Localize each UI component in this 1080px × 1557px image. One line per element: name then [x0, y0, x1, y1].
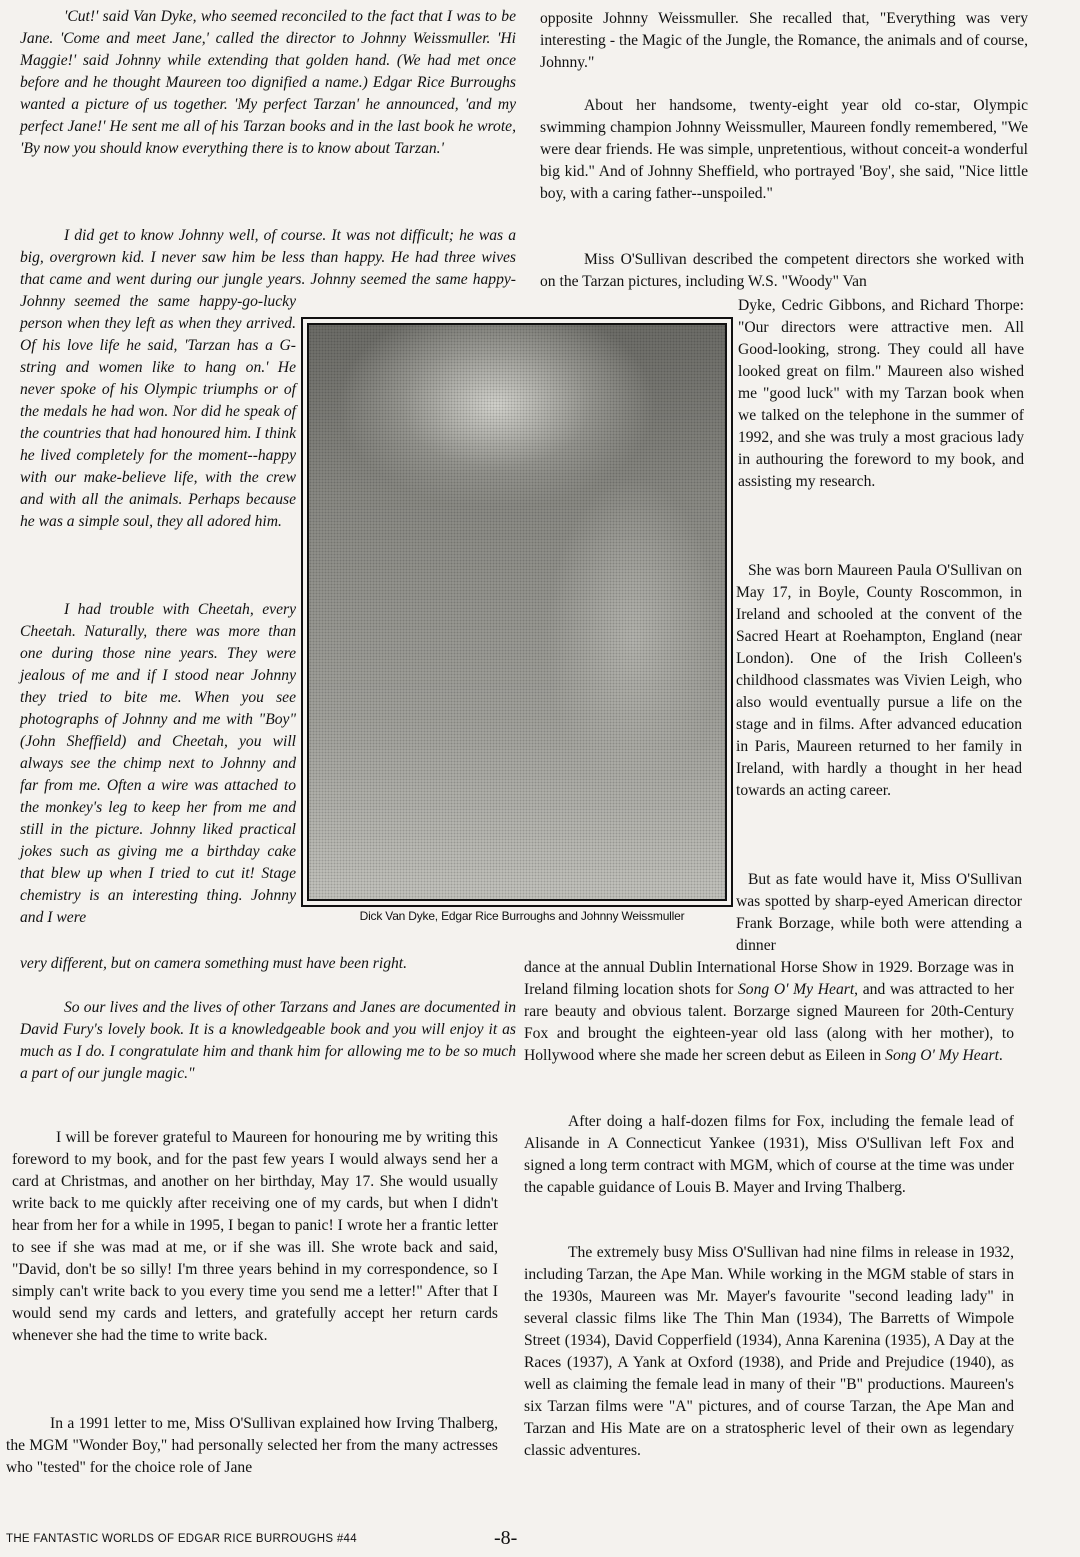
right-paragraph-5: dance at the annual Dublin International Horse Show in 1929. Borzage was in Ireland filming location shots for Song O' My Heart, and was attracted to her rare beauty and obvious talent. Borzarge signed Maureen for 20th-Century Fox and brought the eighteen-year old lass (along with her mother), to Hollywood where she made her screen debut as Eileen in Song O' My Heart.	[524, 959, 1014, 1064]
footer-page-number: -8-	[494, 1527, 518, 1549]
right-paragraph-2: About her handsome, twenty-eight year old co-star, Olympic swimming champion Johnny Weissmuller, Maureen fondly remembered, "We were dear friends. He was simple, unpretentious, without conceit-a wonderful big kid." And of Johnny Sheffield, who portrayed 'Boy', she said, "Nice little boy, with a caring father--unspoiled."	[540, 97, 1028, 202]
right-paragraph-5-wrap: But as fate would have it, Miss O'Sullivan was spotted by sharp-eyed American director Frank Borzage, while both were attending a dinner	[736, 871, 1022, 954]
quote-paragraph-1: 'Cut!' said Van Dyke, who seemed reconciled to the fact that I was to be Jane. 'Come and meet Jane,' called the director to Johnny Weissmuller. 'Hi Maggie!' said Johnny while extending that golden hand. (We had met once before and he thought Maureen too dignified a name.) Edgar Rice Burroughs wanted a picture of us together. 'My perfect Tarzan' he announced, 'and my perfect Jane!' He sent me all of his Tarzan books and in the last book he wrote, 'By now you should know everything there is to know about Tarzan.'	[20, 8, 516, 157]
photo-caption: Dick Van Dyke, Edgar Rice Burroughs and Johnny Weissmuller	[359, 909, 685, 923]
quote-paragraph-3-end: very different, but on camera something must have been right.	[20, 955, 408, 972]
quote-paragraph-3: I had trouble with Cheetah, every Cheetah. Naturally, there was more than one during those nine years. They were jealous of me and if I stood near Johnny they tried to bite me. When you see photographs of Johnny and me with "Boy" (John Sheffield) and Cheetah, you will always see the chimp next to Johnny and far from me. Often a wire was attached to the monkey's leg to keep her from me and still in the picture. Johnny liked practical jokes such as giving me a birthday cake that blew up when I tried to cut it! Stage chemistry is an interesting thing. Johnny and I were	[20, 601, 296, 926]
quote-paragraph-2-wrap: Johnny seemed the same happy-go-lucky person when they left as when they arrived. Of his love life he said, 'Tarzan has a G-string and women like to hang on.' He never spoke of his Olympic triumphs or of the medals he had won. Nor did he speak of the countries that had honoured him. I think he lived completely for the moment--happy with our make-believe life, with the crew and with all the animals. Perhaps because he was a simple soul, they all adored him.	[20, 293, 296, 530]
right-paragraph-3-top: Miss O'Sullivan described the competent directors she worked with on the Tarzan pictures, including W.S. "Woody" Van	[540, 251, 1024, 290]
quote-paragraph-4: So our lives and the lives of other Tarzans and Janes are documented in David Fury's lovely book. It is a knowledgeable book and you will enjoy it as much as I do. I congratulate him and thank him for allowing me to be so much a part of our jungle magic."	[20, 999, 516, 1082]
right-paragraph-6: After doing a half-dozen films for Fox, including the female lead of Alisande in A Connecticut Yankee (1931), Miss O'Sullivan left Fox and signed a long term contract with MGM, which of course at the time was under the capable guidance of Louis B. Mayer and Irving Thalberg.	[524, 1113, 1014, 1196]
footer-publication: THE FANTASTIC WORLDS OF EDGAR RICE BURROUGHS #44	[6, 1533, 357, 1545]
paragraph-gratitude: I will be forever grateful to Maureen for honouring me by writing this foreword to my book, and for the past few years I would always send her a card at Christmas, and another on her birthday, May 17. She would usually write back to me quickly after receiving one of my cards, but when I didn't hear from her for a while in 1995, I began to panic! I wrote her a frantic letter to see if she was mad at me, or if she was ill. She wrote back and said, "David, don't be so silly! I'm three years behind in my correspondence, so I simply can't write back to you every time you send me a letter!" After that I would send my cards and letters, and gratefully accept her return cards whenever she had the time to write back.	[12, 1129, 498, 1344]
paragraph-1991-letter: In a 1991 letter to me, Miss O'Sullivan explained how Irving Thalberg, the MGM "Wonder Boy," had personally selected her from the many actresses who "tested" for the choice role of Jane	[6, 1415, 498, 1476]
right-paragraph-4: She was born Maureen Paula O'Sullivan on May 17, in Boyle, County Roscommon, in Ireland and schooled at the convent of the Sacred Heart at Roehampton, England (near London). One of the Irish Colleen's childhood classmates was Vivien Leigh, who also would eventually pursue a life on the stage and in films. After advanced education in Paris, Maureen returned to her family in Ireland, with hardly a thought in her head towards an acting career.	[736, 562, 1022, 799]
quote-paragraph-2-top: I did get to know Johnny well, of course. It was not difficult; he was a big, overgrown kid. I never saw him be less than happy. He had three wives that came and went during our jungle years. Johnny seemed the same happy-	[20, 227, 516, 288]
right-paragraph-3-continued: Dyke, Cedric Gibbons, and Richard Thorpe: "Our directors were attractive men. All Good-looking, strong. They could all have looked great on film." Maureen also wished me "good luck" with my Tarzan book when we talked on the telephone in the summer of 1992, and she was truly a most gracious lady in authouring the foreword to my book, and assisting my research.	[738, 297, 1024, 490]
right-paragraph-1: opposite Johnny Weissmuller. She recalled that, "Everything was very interesting - the Magic of the Jungle, the Romance, the animals and of course, Johnny."	[540, 10, 1028, 71]
photo-image	[307, 323, 727, 901]
right-paragraph-7: The extremely busy Miss O'Sullivan had nine films in release in 1932, including Tarzan, the Ape Man. While working in the MGM stable of stars in the 1930s, Maureen was Mr. Mayer's favourite "second leading lady" in several classic films like The Thin Man (1934), The Barretts of Wimpole Street (1934), David Copperfield (1934), Anna Karenina (1935), A Day at the Races (1937), A Yank at Oxford (1938), and Pride and Prejudice (1940), as well as claiming the female lead in many of their "B" productions. Maureen's six Tarzan films were "A" pictures, and of course Tarzan, the Ape Man and Tarzan and His Mate are on a stratospheric level of their own as legendary classic adventures.	[524, 1244, 1014, 1459]
photo-frame	[301, 317, 733, 907]
